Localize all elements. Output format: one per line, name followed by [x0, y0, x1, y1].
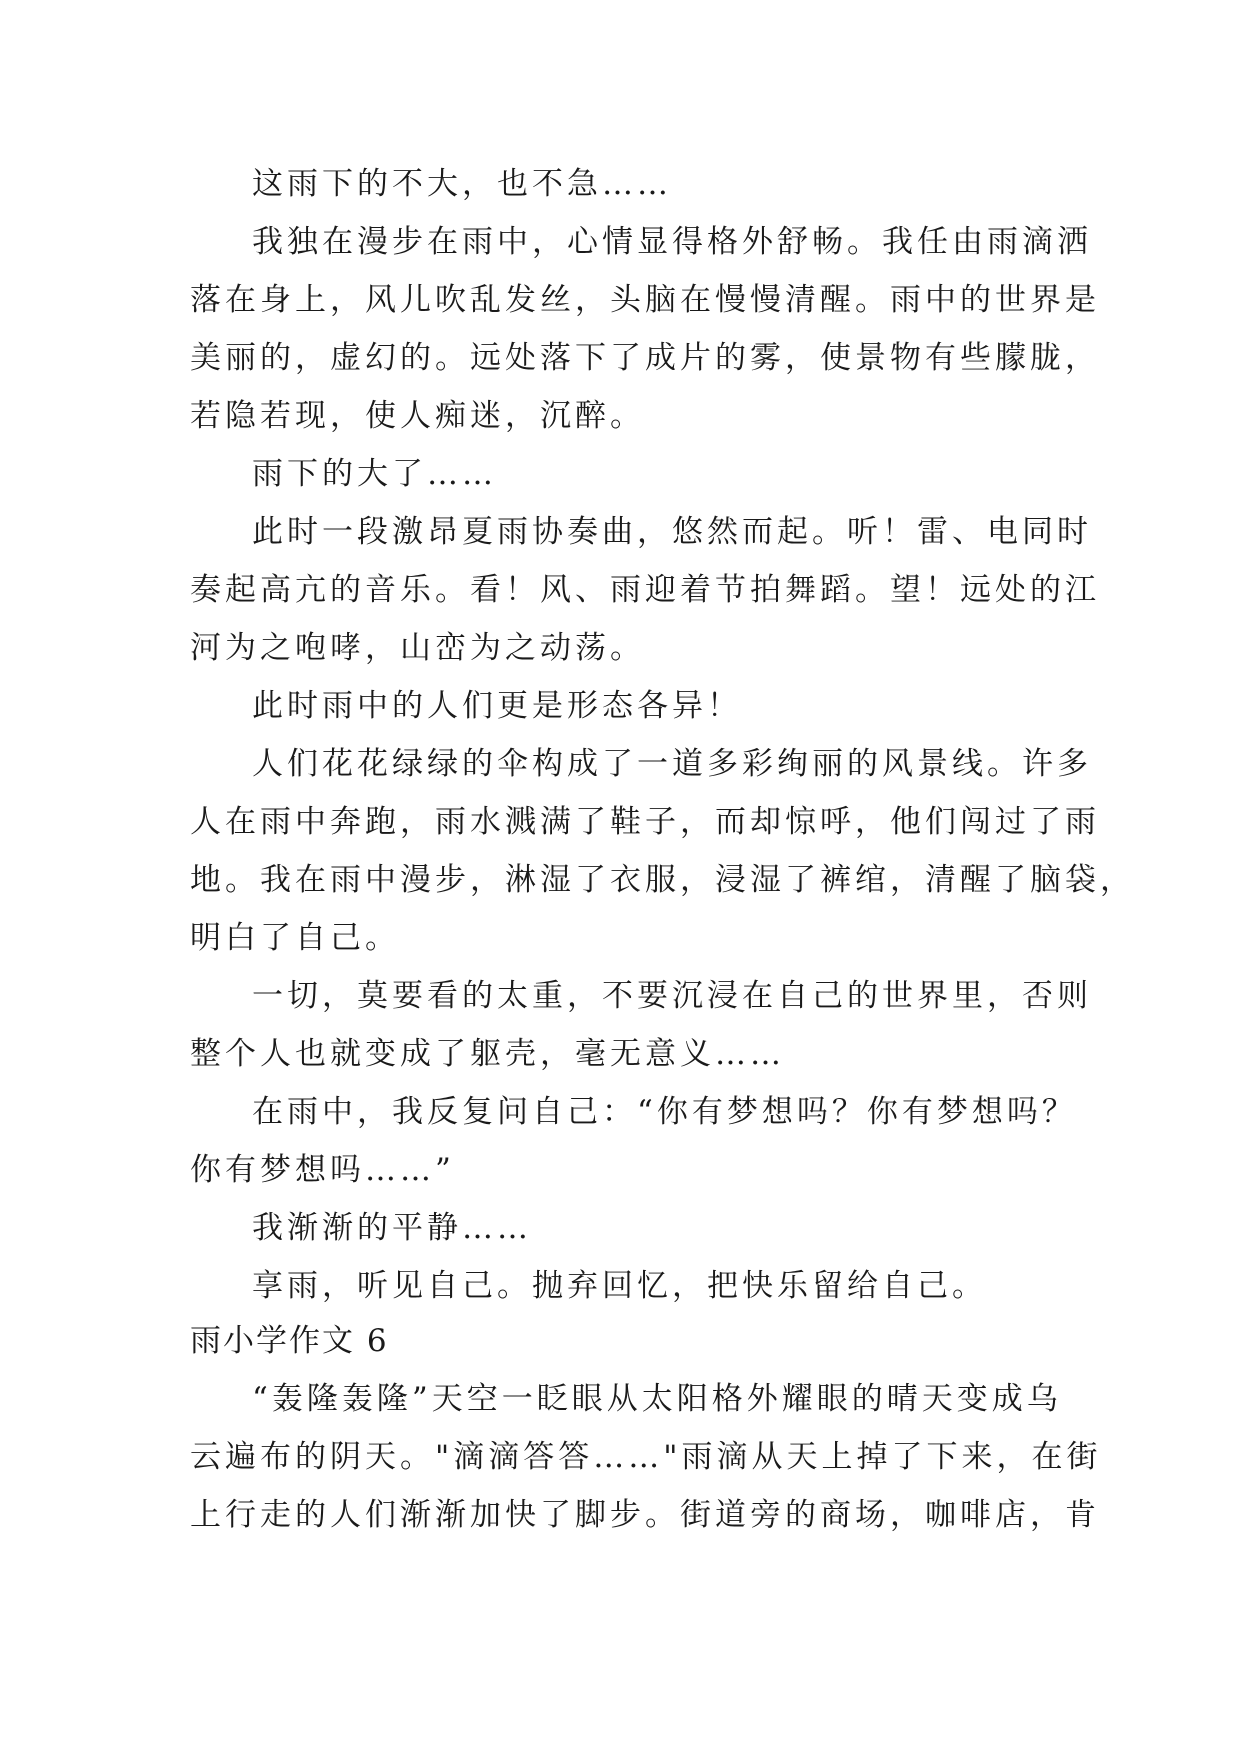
- paragraph-line: 你有梦想吗……”: [190, 1152, 455, 1188]
- paragraph-line: 享雨，听见自己。抛弃回忆，把快乐留给自己。: [252, 1268, 987, 1304]
- section-heading: 雨小学作文 6: [190, 1323, 389, 1359]
- paragraph-line: 此时一段激昂夏雨协奏曲，悠然而起。听！雷、电同时: [252, 514, 1092, 550]
- paragraph-line: 河为之咆哮，山峦为之动荡。: [190, 630, 645, 666]
- paragraph-line: 一切，莫要看的太重，不要沉浸在自己的世界里，否则: [252, 978, 1092, 1014]
- paragraph-line: 人们花花绿绿的伞构成了一道多彩绚丽的风景线。许多: [252, 746, 1092, 782]
- paragraph-line: 奏起高亢的音乐。看！风、雨迎着节拍舞蹈。望！远处的江: [190, 572, 1100, 608]
- paragraph-line: 云遍布的阴天。"滴滴答答……"雨滴从天上掉了下来，在街: [190, 1439, 1102, 1475]
- paragraph-line: 在雨中，我反复问自己：“你有梦想吗？你有梦想吗？: [252, 1094, 1077, 1130]
- paragraph-line: 若隐若现，使人痴迷，沉醉。: [190, 398, 645, 434]
- paragraph-line: 我独在漫步在雨中，心情显得格外舒畅。我任由雨滴洒: [252, 224, 1092, 260]
- paragraph-line: 我渐渐的平静……: [252, 1210, 532, 1246]
- paragraph-line: 这雨下的不大，也不急……: [252, 166, 672, 202]
- paragraph-line: 明白了自己。: [190, 920, 400, 956]
- paragraph-line: 人在雨中奔跑，雨水溅满了鞋子，而却惊呼，他们闯过了雨: [190, 804, 1100, 840]
- paragraph-line: 落在身上，风儿吹乱发丝，头脑在慢慢清醒。雨中的世界是: [190, 282, 1100, 318]
- paragraph-line: “轰隆轰隆”天空一眨眼从太阳格外耀眼的晴天变成乌: [252, 1381, 1062, 1417]
- paragraph-line: 上行走的人们渐渐加快了脚步。街道旁的商场，咖啡店，肯: [190, 1497, 1100, 1533]
- paragraph-line: 地。我在雨中漫步，淋湿了衣服，浸湿了裤绾，清醒了脑袋，: [190, 862, 1135, 898]
- paragraph-line: 整个人也就变成了躯壳，毫无意义……: [190, 1036, 785, 1072]
- paragraph-line: 雨下的大了……: [252, 456, 497, 492]
- paragraph-line: 美丽的，虚幻的。远处落下了成片的雾，使景物有些朦胧，: [190, 340, 1100, 376]
- paragraph-line: 此时雨中的人们更是形态各异！: [252, 688, 742, 724]
